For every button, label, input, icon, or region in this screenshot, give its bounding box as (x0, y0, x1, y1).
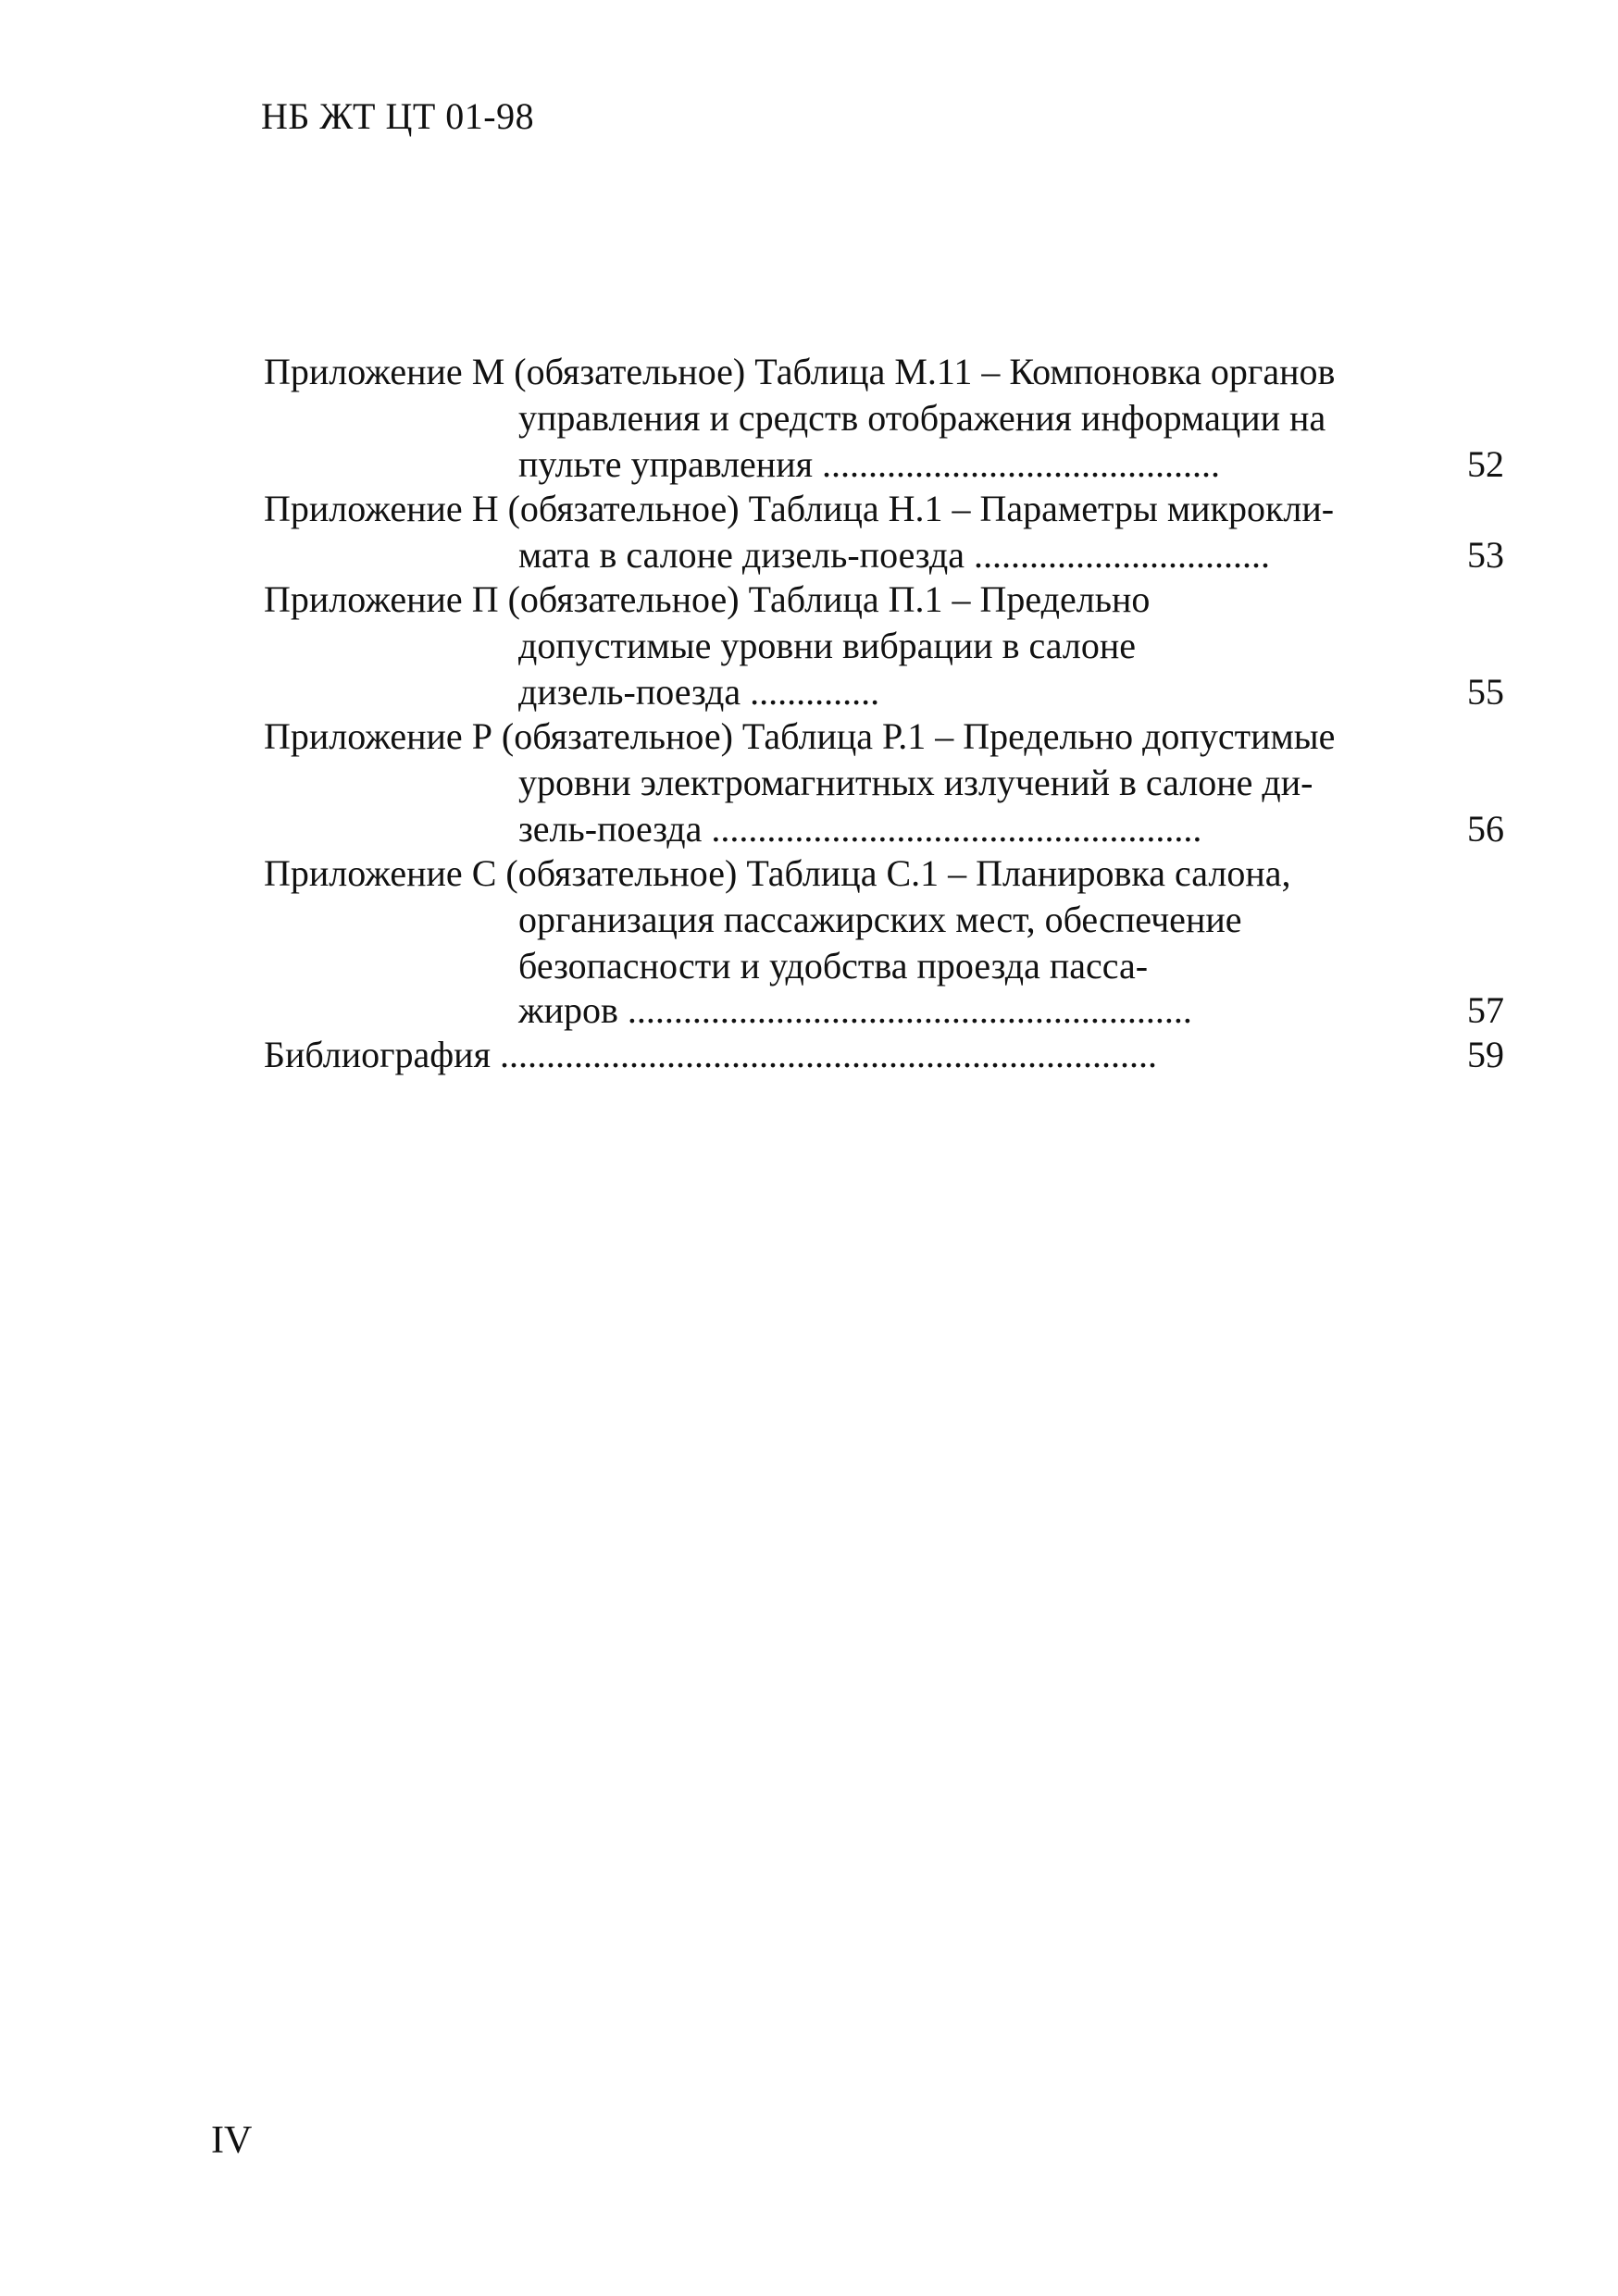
toc-entry-line: жиров ............................................................. (518, 989, 1192, 1031)
toc-entry-line: управления и средств отображения информации на (518, 397, 1326, 439)
toc-entry-line: Библиография ....................................................................... (264, 1034, 1157, 1075)
page-number-roman: IV (211, 2119, 253, 2162)
toc-page-number: 59 (1467, 1034, 1504, 1075)
toc-entry-line: уровни электромагнитных излучений в салоне ди- (518, 762, 1313, 803)
toc-page-number: 53 (1467, 534, 1504, 576)
toc-entry-line: допустимые уровни вибрации в салоне (518, 625, 1137, 666)
toc-entry-line: безопасности и удобства проезда пасса- (518, 945, 1149, 987)
document-code: НБ ЖТ ЦТ 01-98 (261, 95, 535, 137)
toc-entry-line: мата в салоне дизель-поезда ................................ (518, 534, 1270, 576)
toc-entry-line: организация пассажирских мест, обеспечение (518, 899, 1242, 940)
toc-entry-line: зель-поезда ..................................................... (518, 808, 1202, 850)
toc-page-number: 52 (1467, 443, 1504, 485)
toc-page-number: 56 (1467, 808, 1504, 850)
toc-entry-line: Приложение М (обязательное) Таблица М.11 – Компоновка органов (264, 351, 1336, 392)
toc-entry-line: пульте управления ........................................... (518, 443, 1221, 485)
toc-entry-line: Приложение Р (обязательное) Таблица Р.1 – Предельно допустимые (264, 715, 1336, 757)
toc-entry-line: Приложение П (обязательное) Таблица П.1 – Предельно (264, 578, 1151, 620)
toc-entry-line: дизель-поезда .............. (518, 671, 880, 713)
toc-page-number: 57 (1467, 989, 1504, 1031)
toc-entry-line: Приложение Н (обязательное) Таблица Н.1 – Параметры микрокли- (264, 488, 1335, 529)
toc-entry-line: Приложение С (обязательное) Таблица С.1 – Планировка салона, (264, 852, 1291, 894)
toc-page-number: 55 (1467, 671, 1504, 713)
